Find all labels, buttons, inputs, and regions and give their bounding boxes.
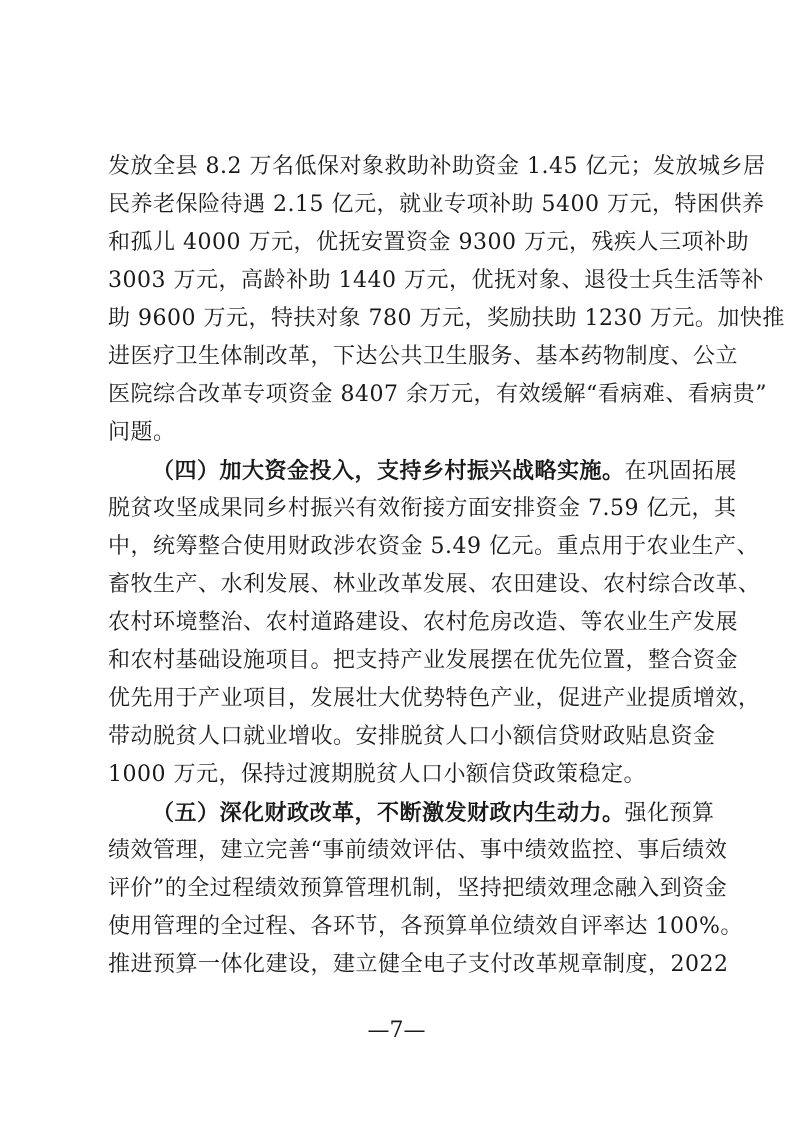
section-5-first-line-text: 强化预算 [624,801,715,826]
paragraph-line: 3003 万元，高龄补助 1440 万元，优抚对象、退役士兵生活等补 [108,268,764,293]
paragraph-line: 和农村基础设施项目。把支持产业发展摆在优先位置，整合资金 [108,648,739,673]
paragraph-line: 使用管理的全过程、各环节，各预算单位绩效自评率达 100%。 [108,914,743,939]
paragraph-line: 发放全县 8.2 万名低保对象救助补助资金 1.45 亿元；发放城乡居 [108,154,766,179]
paragraph-line: 中，统筹整合使用财政涉农资金 5.49 亿元。重点用于农业生产、 [108,534,759,559]
paragraph-line: 问题。 [108,420,176,445]
paragraph-line: 助 9600 万元，特扶对象 780 万元，奖励扶助 1230 万元。加快推 [108,306,785,331]
page-number: —7— [367,1018,426,1043]
paragraph-line: 优先用于产业项目，发展壮大优势特色产业，促进产业提质增效， [108,686,761,711]
paragraph-line: 进医疗卫生体制改革，下达公共卫生服务、基本药物制度、公立 [108,344,739,369]
paragraph-line: 民养老保险待遇 2.15 亿元，就业专项补助 5400 万元，特困供养 [108,192,765,217]
section-5-first-line [152,794,715,832]
section-4-heading: （四）加大资金投入，支持乡村振兴战略实施。 [152,458,625,484]
section-5-heading: （五）深化财政改革，不断激发财政内生动力。 [152,800,625,826]
paragraph-line: 评价”的全过程绩效预算管理机制，坚持把绩效理念融入到资金 [108,876,728,901]
paragraph-line: 和孤儿 4000 万元，优抚安置资金 9300 万元，残疾人三项补助 [108,230,749,255]
paragraph-line: 带动脱贫人口就业增收。安排脱贫人口小额信贷财政贴息资金 [108,724,716,749]
section-4-first-line-text: 在巩固拓展 [624,459,738,484]
paragraph-line: 绩效管理，建立完善“事前绩效评估、事中绩效监控、事后绩效 [108,838,728,863]
paragraph-line: 农村环境整治、农村道路建设、农村危房改造、等农业生产发展 [108,610,739,635]
paragraph-line: 医院综合改革专项资金 8407 余万元，有效缓解“看病难、看病贵” [108,382,767,407]
section-4-first-line [152,452,738,490]
paragraph-line: 1000 万元，保持过渡期脱贫人口小额信贷政策稳定。 [108,762,646,787]
paragraph-line: 脱贫攻坚成果同乡村振兴有效衔接方面安排资金 7.59 亿元，其 [108,496,737,521]
paragraph-line: 畜牧生产、水利发展、林业改革发展、农田建设、农村综合改革、 [108,572,761,597]
paragraph-line: 推进预算一体化建设，建立健全电子支付改革规章制度，2022 [108,952,729,977]
